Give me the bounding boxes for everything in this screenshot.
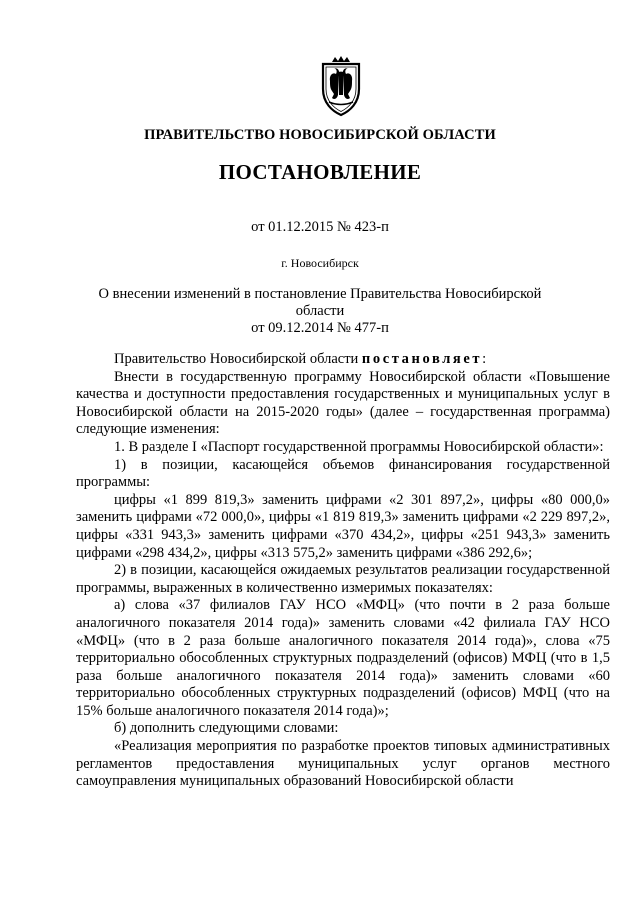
paragraph-2: 1. В разделе I «Паспорт государственной программы Новосибирской области»: [114,438,604,455]
paragraph-4: цифры «1 899 819,3» заменить цифрами «2 301 897,2», цифры «80 000,0» заменить цифрами «72 000,0», цифры «1 819 819,3» заменить цифрами «2 229 897,2», цифры «331 943,3» заменить цифрами «370 434,2», цифры «251 943,3» заменить цифрами «298 434,2», цифры «313 575,2» заменить цифрами «386 292,6»; [76,491,610,561]
coat-of-arms-icon [316,55,366,117]
document-date-number: от 01.12.2015 № 423-п [251,219,389,235]
organization-title: ПРАВИТЕЛЬСТВО НОВОСИБИРСКОЙ ОБЛАСТИ [144,127,496,143]
paragraph-5: 2) в позиции, касающейся ожидаемых результатов реализации государственной программы, выраженных в количественно измеримых показателях: [76,562,610,596]
document-type: ПОСТАНОВЛЕНИЕ [218,160,422,184]
paragraph-1: Внести в государственную программу Новосибирской области «Повышение качества и доступности предоставления государственных и муниципальных услуг в Новосибирской области на 2015-2020 годы» (далее – государственная программа) следующие изменения: [76,368,610,438]
intro-text: Правительство Новосибирской области [114,351,362,367]
intro-paragraph [76,351,610,369]
intro-end: : [482,351,487,367]
document-city: г. Новосибирск [281,256,359,270]
document-subject [80,286,560,337]
intro-emphasis: постановляет [361,351,483,367]
subject-line-1: О внесении изменений в постановление Правительства Новосибирской области [98,286,542,319]
paragraph-3: 1) в позиции, касающейся объемов финансирования государственной программы: [76,456,610,491]
paragraph-8: «Реализация мероприятия по разработке проектов типовых административных регламентов предоставления муниципальных услуг органов местного самоуправления муниципальных образований Новосибирской области [76,738,610,790]
paragraph-6: а) слова «37 филиалов ГАУ НСО «МФЦ» (что почти в 2 раза больше аналогичного показателя 2014 года)» заменить словами «42 филиала ГАУ НСО «МФЦ» (что в 2 раза больше аналогичного показателя 2014 года)», слова «75 территориально обособленных структурных подразделений (офисов) МФЦ (что в 1,5 раза больше аналогичного показателя 2014 года)» заменить словами «60 территориально обособленных структурных подразделений (офисов) МФЦ (что на 15% больше аналогичного показателя 2014 года)»; [76,597,610,719]
document-body [76,351,610,791]
subject-line-2: от 09.12.2014 № 477-п [251,320,389,336]
paragraph-7: б) дополнить следующими словами: [114,720,339,737]
